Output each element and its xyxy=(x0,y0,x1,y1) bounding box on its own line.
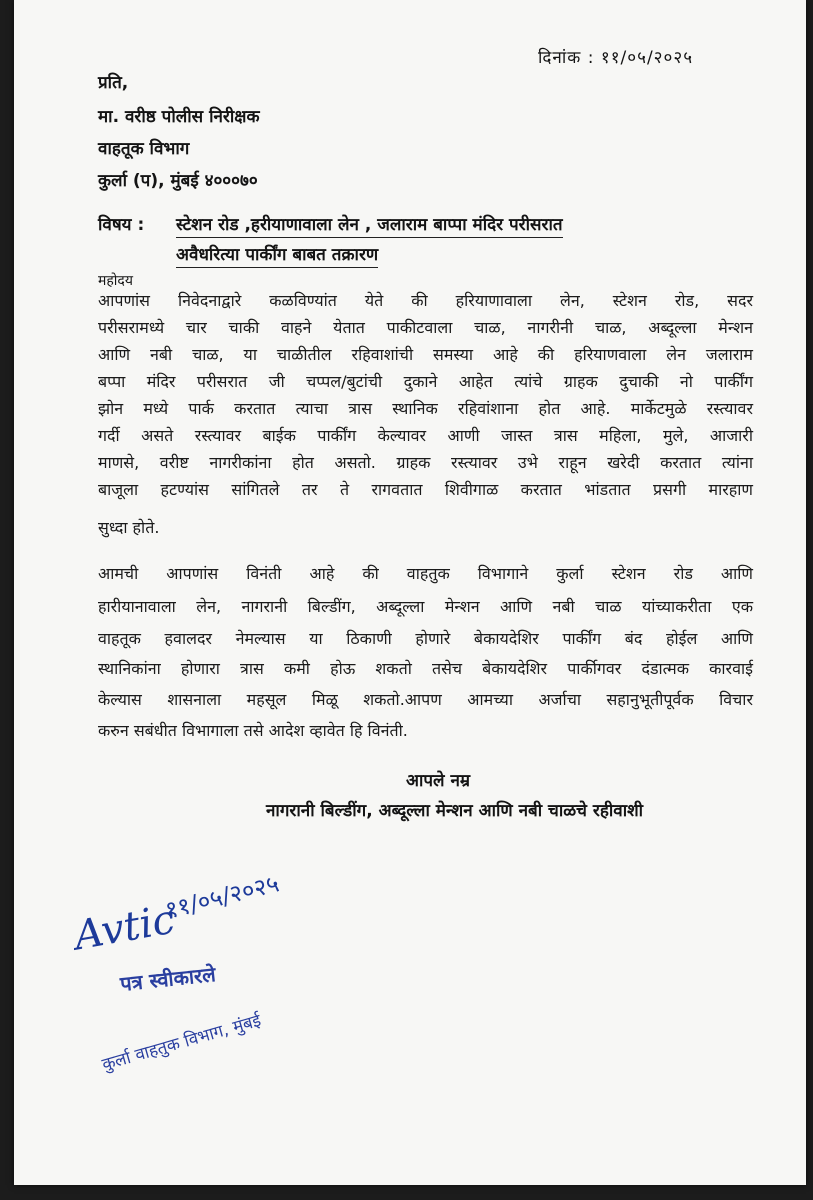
salutation: महोदय xyxy=(98,273,133,289)
handwritten-date: ११/०५/२०२५ xyxy=(162,869,282,925)
para2-line: वाहतूक हवालदर नेमल्यास या ठिकाणी होणारे बेकायदेशिर पार्कींग बंद होईल आणि xyxy=(98,629,753,648)
recipient-line-1: मा. वरीष्ठ पोलीस निरीक्षक xyxy=(98,107,260,127)
recipient-line-3: कुर्ला (प), मुंबई ४०००७० xyxy=(98,171,258,191)
para2-line: हारीयानावाला लेन, नागरानी बिल्डींग, अब्दूल्ला मेन्शन आणि नबी चाळ यांच्याकरीता एक xyxy=(98,597,753,616)
closing: आपले नम्र xyxy=(406,771,471,791)
para1-line: गर्दी असते रस्त्यावर बाईक पार्कींग केल्यावर आणी जास्त त्रास महिला, मुले, आजारी xyxy=(98,426,753,445)
para2-line: करुन सबंधीत विभागाला तसे आदेश व्हावेत हि विनंती. xyxy=(98,721,408,740)
to-label: प्रति, xyxy=(98,73,129,93)
para1-line: आपणांस निवेदनाद्वारे कळविण्यांत येते की हरियाणावाला लेन, स्टेशन रोड, सदर xyxy=(98,291,753,310)
recipient-line-2: वाहतूक विभाग xyxy=(98,139,190,159)
stamp-received: पत्र स्वीकारले xyxy=(119,962,217,996)
subject-line-2: अवैधरित्या पार्कींग बाबत तक्रारण xyxy=(176,244,378,268)
para1-line: माणसे, वरीष्ट नागरीकांना होत असतो. ग्राहक रस्त्यावर उभे राहून खरेदी करतात त्यांना xyxy=(98,453,753,472)
para2-line: केल्यास शासनाला महसूल मिळू शकतो.आपण आमच्या अर्जाचा सहानुभूतीपूर्वक विचार xyxy=(98,690,753,709)
para1-line: बप्पा मंदिर परीसरात जी चप्पल/बुटांची दुकाने आहेत त्यांचे ग्राहक दुचाकी नो पार्कींग xyxy=(98,372,753,391)
para1-line: बाजूला हटण्यांस सांगितले तर ते रागवतात शिवीगाळ करतात भांडतात प्रसगी मारहाण xyxy=(98,480,753,499)
para1-line: सुध्दा होते. xyxy=(98,518,160,537)
letter-page xyxy=(14,0,806,1185)
para2-line: आमची आपणांस विनंती आहे की वाहतुक विभागाने कुर्ला स्टेशन रोड आणि xyxy=(98,564,753,583)
subject-label: विषय : xyxy=(98,215,145,235)
receiver-signature: Avtic xyxy=(70,896,179,960)
para1-line: परीसरामध्ये चार चाकी वाहने येतात पाकीटवाला चाळ, नागरीनी चाळ, अब्दूल्ला मेन्शन xyxy=(98,318,753,337)
subject-line-1: स्टेशन रोड ,हरीयाणावाला लेन , जलाराम बाप्पा मंदिर परीसरात xyxy=(176,214,563,238)
date-line: दिनांक : ११/०५/२०२५ xyxy=(538,48,694,68)
stamp-department: कुर्ला वाहतुक विभाग, मुंबई xyxy=(99,1010,264,1076)
signatory: नागरानी बिल्डींग, अब्दूल्ला मेन्शन आणि नबी चाळचे रहीवाशी xyxy=(266,801,644,821)
para1-line: आणि नबी चाळ, या चाळीतील रहिवाशांची समस्या आहे की हरियाणवाला लेन जलाराम xyxy=(98,345,753,364)
para1-line: झोन मध्ये पार्क करतात त्याचा त्रास स्थानिक रहिवांशाना होत आहे. मार्केटमुळे रस्त्यावर xyxy=(98,399,753,418)
para2-line: स्थानिकांना होणारा त्रास कमी होऊ शकतो तसेच बेकायदेशिर पार्कीगवर दंडात्मक कारवाई xyxy=(98,659,753,678)
